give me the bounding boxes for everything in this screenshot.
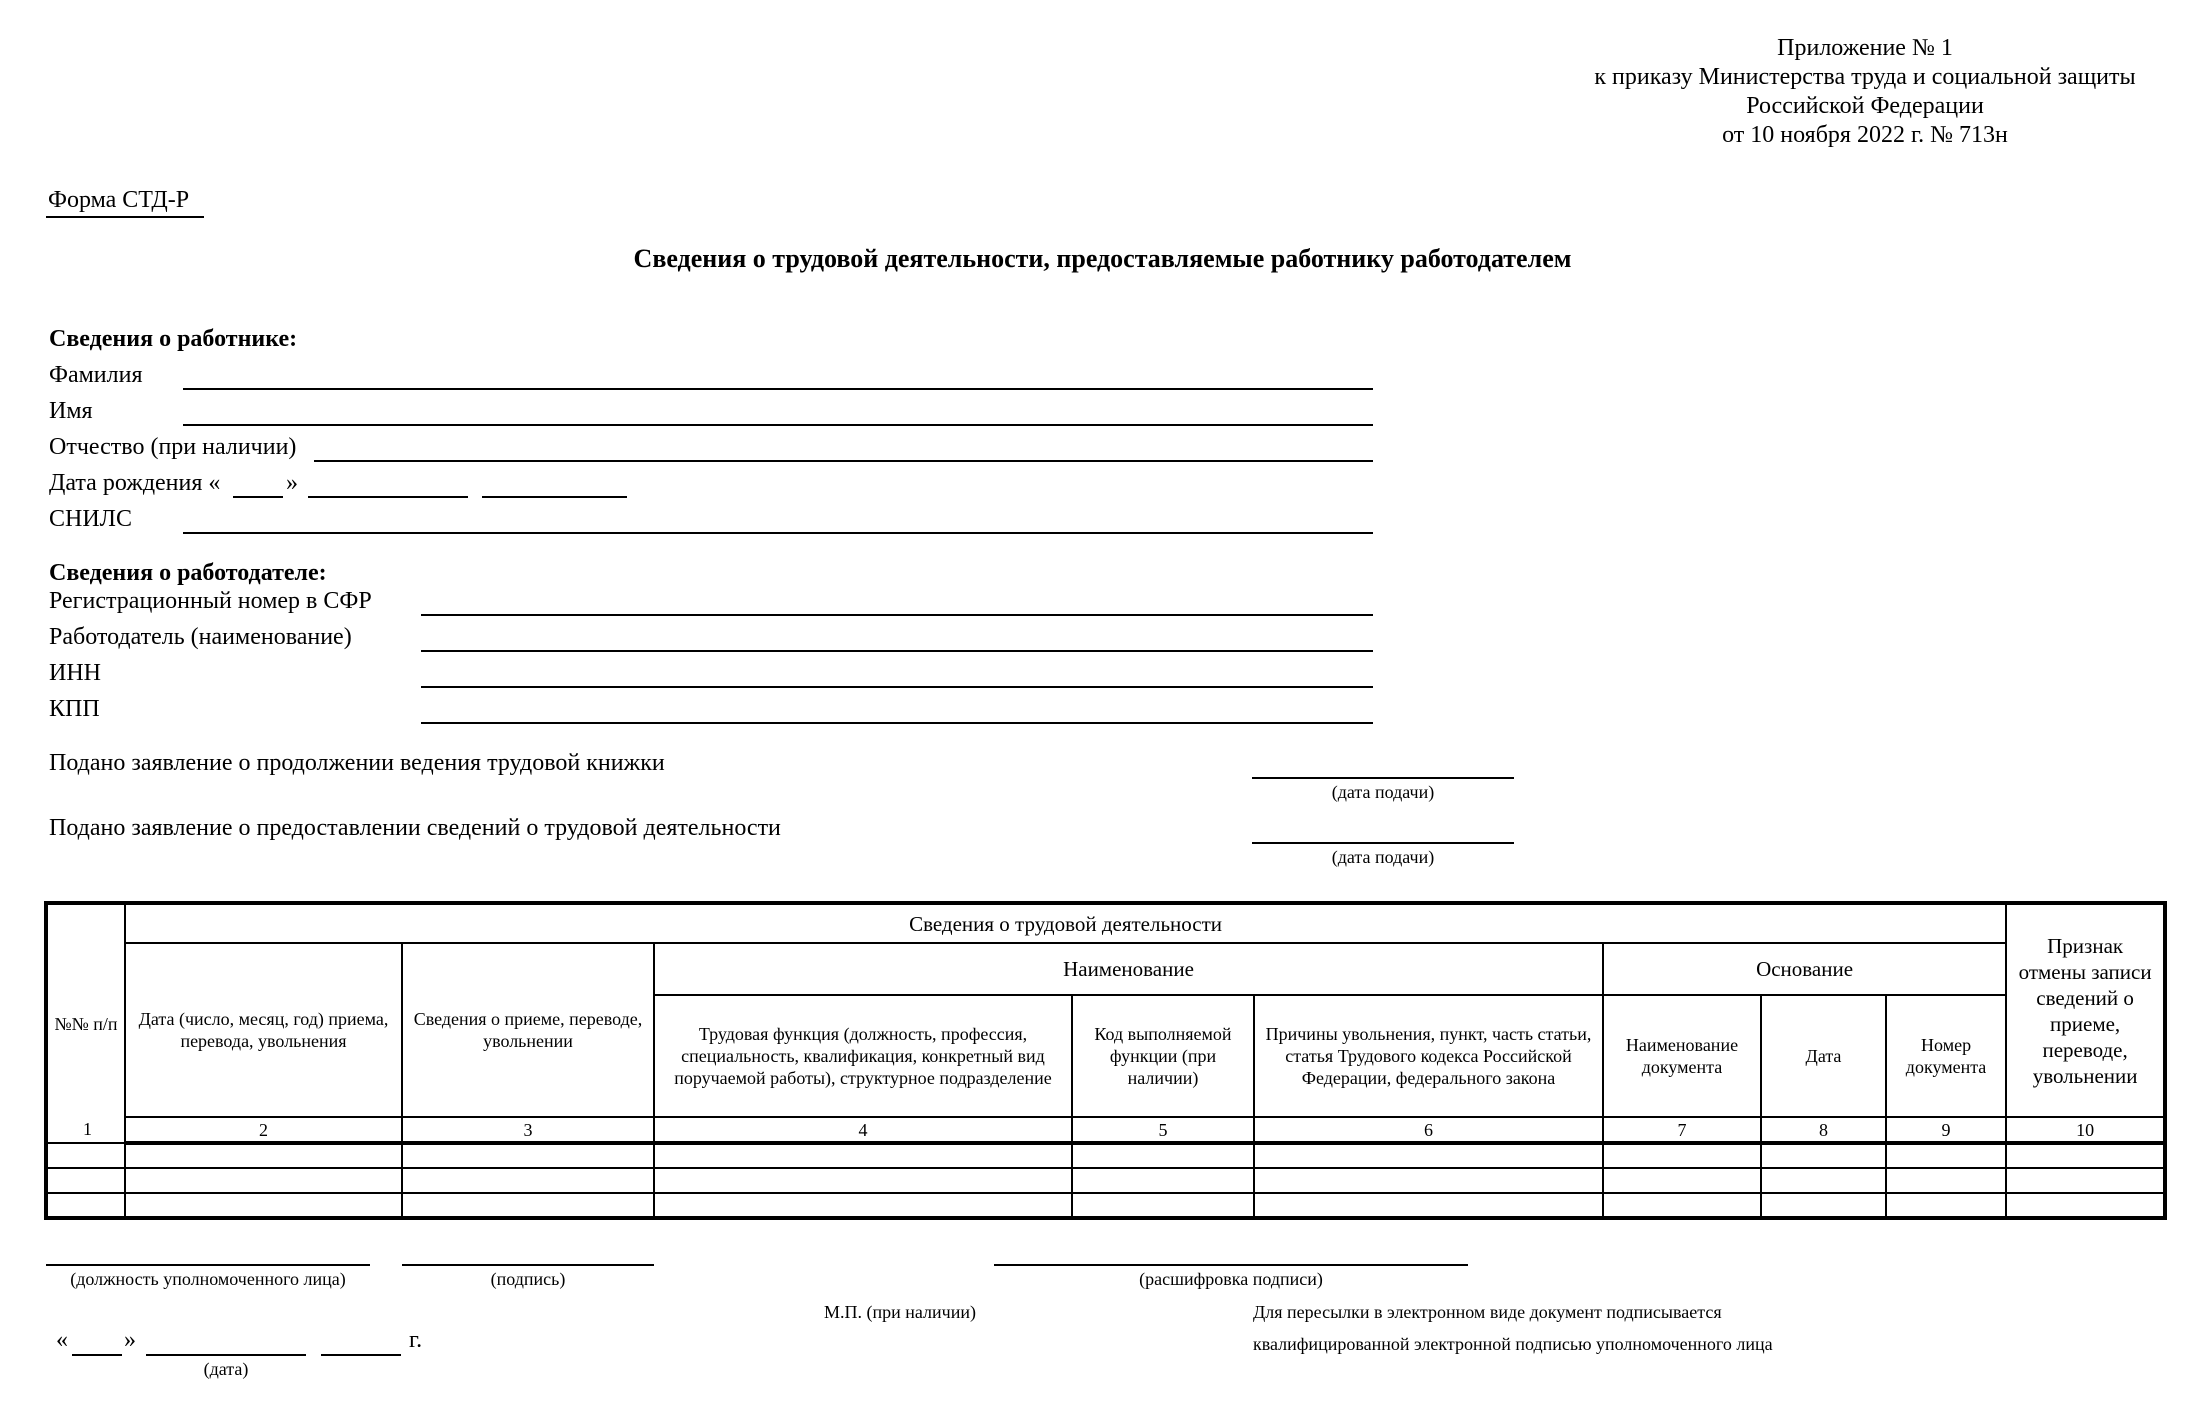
employer-name-field[interactable] <box>421 650 1373 652</box>
col-index-2: 2 <box>125 1117 402 1143</box>
snils-field[interactable] <box>183 532 1373 534</box>
table-cell[interactable] <box>1603 1143 1761 1168</box>
table-cell[interactable] <box>654 1168 1072 1193</box>
table-cell[interactable] <box>2006 1193 2165 1218</box>
work-info-group-header: Сведения о трудовой деятельности <box>125 903 2006 943</box>
employee-heading: Сведения о работнике: <box>49 326 298 352</box>
inn-field[interactable] <box>421 686 1373 688</box>
employer-heading: Сведения о работодателе: <box>49 560 327 586</box>
col-date-header: Дата (число, месяц, год) приема, перевода, увольнения <box>125 943 402 1117</box>
col-index-9: 9 <box>1886 1117 2006 1143</box>
col-cancel-header: Признак отмены записи сведений о приеме, переводе, увольнении <box>2006 903 2165 1117</box>
table-cell[interactable] <box>125 1143 402 1168</box>
table-cell[interactable] <box>654 1193 1072 1218</box>
sign-date-caption: (дата) <box>203 1359 249 1379</box>
table-cell[interactable] <box>1761 1168 1886 1193</box>
kpp-field[interactable] <box>421 722 1373 724</box>
col-index-6: 6 <box>1254 1117 1603 1143</box>
col-index-8: 8 <box>1761 1117 1886 1143</box>
sign-day-field[interactable] <box>72 1354 122 1356</box>
col-index-5: 5 <box>1072 1117 1254 1143</box>
date-quote-open: « <box>56 1327 68 1353</box>
table-cell[interactable] <box>1254 1168 1603 1193</box>
workbook-application-date-caption: (дата подачи) <box>1331 782 1435 802</box>
birth-year-field[interactable] <box>482 496 627 498</box>
naming-group-header: Наименование <box>654 943 1603 995</box>
appendix-header <box>1565 34 2165 150</box>
col-number-header: №№ п/п <box>46 903 125 1143</box>
col-doc-name-header: Наименование документа <box>1603 995 1761 1117</box>
stamp-label: М.П. (при наличии) <box>824 1302 976 1322</box>
table-cell[interactable] <box>1603 1168 1761 1193</box>
table-cell[interactable] <box>2006 1143 2165 1168</box>
birth-date-quote-close: » <box>286 470 298 496</box>
table-cell[interactable] <box>1072 1193 1254 1218</box>
table-row <box>46 1143 2165 1168</box>
col-index-4: 4 <box>654 1117 1072 1143</box>
table-cell[interactable] <box>46 1193 125 1218</box>
col-index-3: 3 <box>402 1117 654 1143</box>
table-row <box>46 1193 2165 1218</box>
col-index-7: 7 <box>1603 1117 1761 1143</box>
col-function-header: Трудовая функция (должность, профессия, специальность, квалификация, конкретный вид поручаемой работы), структурное подразделение <box>654 995 1072 1117</box>
form-code-underline <box>46 216 204 218</box>
kpp-label: КПП <box>49 696 100 722</box>
name-field[interactable] <box>183 424 1373 426</box>
workbook-application-date-field[interactable] <box>1252 777 1514 779</box>
employer-name-label: Работодатель (наименование) <box>49 624 352 650</box>
table-cell[interactable] <box>46 1168 125 1193</box>
signature-decode-field[interactable] <box>994 1264 1468 1266</box>
signature-caption: (подпись) <box>490 1269 566 1289</box>
date-quote-close: » <box>124 1327 136 1353</box>
basis-group-header: Основание <box>1603 943 2006 995</box>
birth-day-field[interactable] <box>233 496 283 498</box>
reg-number-field[interactable] <box>421 614 1373 616</box>
table-cell[interactable] <box>1072 1143 1254 1168</box>
col-reason-header: Причины увольнения, пункт, часть статьи, статья Трудового кодекса Российской Федерации, федерального закона <box>1254 995 1603 1117</box>
info-application-text: Подано заявление о предоставлении сведений о трудовой деятельности <box>49 815 781 841</box>
document-title: Сведения о трудовой деятельности, предоставляемые работнику работодателем <box>633 244 1572 273</box>
table-cell[interactable] <box>125 1193 402 1218</box>
signature-field[interactable] <box>402 1264 654 1266</box>
work-history-table <box>44 901 2167 1220</box>
patronymic-field[interactable] <box>314 460 1373 462</box>
reg-number-label: Регистрационный номер в СФР <box>49 588 372 614</box>
col-info-header: Сведения о приеме, переводе, увольнении <box>402 943 654 1117</box>
position-caption: (должность уполномоченного лица) <box>70 1269 346 1289</box>
info-application-date-caption: (дата подачи) <box>1331 847 1435 867</box>
table-cell[interactable] <box>46 1143 125 1168</box>
snils-label: СНИЛС <box>49 506 132 532</box>
electronic-signature-note-line1: Для пересылки в электронном виде документ подписывается <box>1253 1302 1722 1322</box>
surname-label: Фамилия <box>49 362 143 388</box>
table-row <box>46 1168 2165 1193</box>
table-cell[interactable] <box>125 1168 402 1193</box>
appendix-date: от 10 ноября 2022 г. № 713н <box>1722 122 2008 148</box>
table-cell[interactable] <box>1761 1143 1886 1168</box>
col-index-1: 1 <box>83 1119 92 1139</box>
inn-label: ИНН <box>49 660 101 686</box>
name-label: Имя <box>49 398 93 424</box>
sign-year-field[interactable] <box>321 1354 401 1356</box>
col-doc-date-header: Дата <box>1761 995 1886 1117</box>
table-cell[interactable] <box>1072 1168 1254 1193</box>
table-cell[interactable] <box>2006 1168 2165 1193</box>
col-code-header: Код выполняемой функции (при наличии) <box>1072 995 1254 1117</box>
appendix-country: Российской Федерации <box>1746 93 1984 119</box>
workbook-application-text: Подано заявление о продолжении ведения трудовой книжки <box>49 750 665 776</box>
table-cell[interactable] <box>1761 1193 1886 1218</box>
form-code: Форма СТД-Р <box>48 187 190 213</box>
sign-month-field[interactable] <box>146 1354 306 1356</box>
table-cell[interactable] <box>1886 1193 2006 1218</box>
table-cell[interactable] <box>402 1143 654 1168</box>
col-index-10: 10 <box>2006 1117 2165 1143</box>
table-cell[interactable] <box>402 1193 654 1218</box>
birth-month-field[interactable] <box>308 496 468 498</box>
table-cell[interactable] <box>1254 1143 1603 1168</box>
table-cell[interactable] <box>654 1143 1072 1168</box>
table-cell[interactable] <box>402 1168 654 1193</box>
year-suffix: г. <box>409 1327 423 1353</box>
birth-date-label: Дата рождения « <box>49 470 221 496</box>
appendix-order: к приказу Министерства труда и социальной защиты <box>1594 64 2136 90</box>
position-field[interactable] <box>46 1264 370 1266</box>
surname-field[interactable] <box>183 388 1373 390</box>
patronymic-label: Отчество (при наличии) <box>49 434 297 460</box>
electronic-signature-note-line2: квалифицированной электронной подписью уполномоченного лица <box>1253 1334 1773 1354</box>
table-cell[interactable] <box>1886 1168 2006 1193</box>
table-cell[interactable] <box>1886 1143 2006 1168</box>
table-cell[interactable] <box>1603 1193 1761 1218</box>
col-doc-number-header: Номер документа <box>1886 995 2006 1117</box>
table-cell[interactable] <box>1254 1193 1603 1218</box>
appendix-number: Приложение № 1 <box>1777 35 1953 61</box>
signature-decode-caption: (расшифровка подписи) <box>1139 1269 1323 1289</box>
info-application-date-field[interactable] <box>1252 842 1514 844</box>
